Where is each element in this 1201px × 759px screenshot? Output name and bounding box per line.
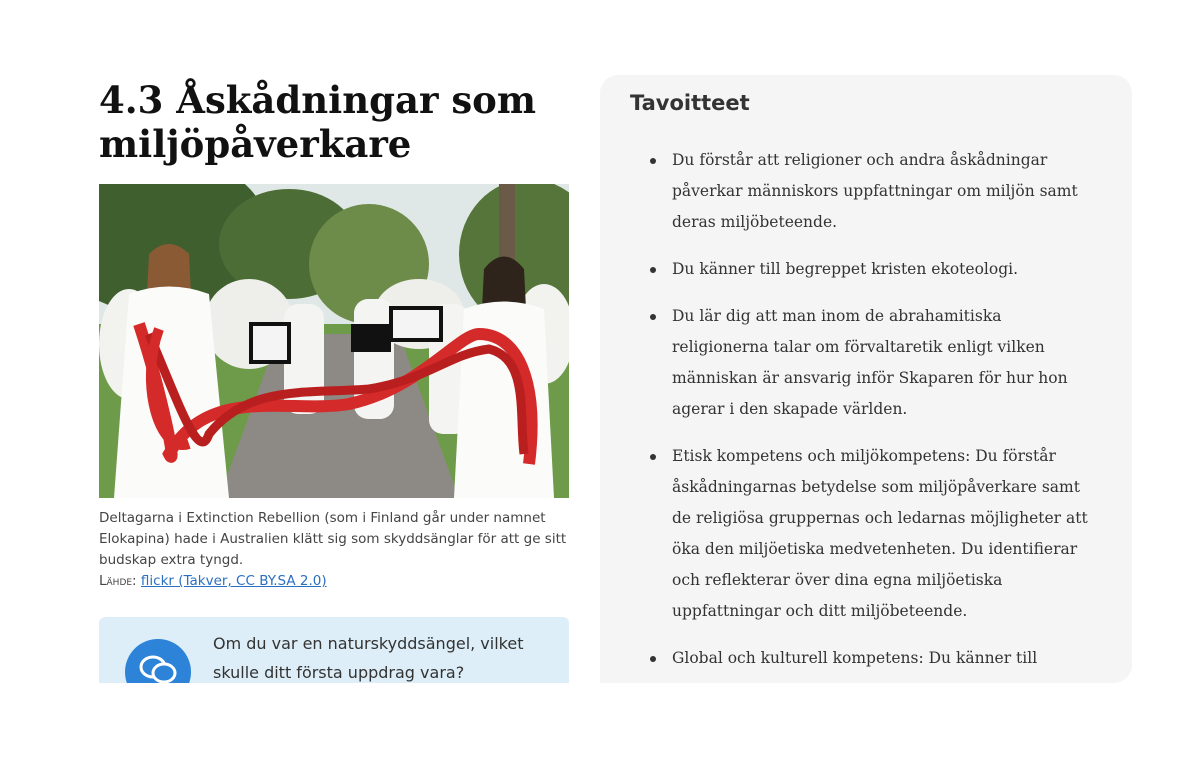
goal-text: Du känner till begreppet kristen ekoteologi. [672, 260, 1018, 278]
caption-text: Deltagarna i Extinction Rebellion (som i Finland går under namnet Elokapina) hade i Australien klätt sig som skyddsänglar för att ge sitt budskap extra tyngd. [99, 510, 567, 568]
main-content [99, 70, 569, 682]
goal-text: Etisk kompetens och miljökompetens: Du förstår åskådningarnas betydelse som miljöpåverkare samt de religiösa gruppernas och ledarnas möjligheter att öka den miljöetiska medvetenheten. Du identifierar och reflekterar över dina egna miljöetiska uppfattningar och ditt miljöbeteende. [672, 447, 1088, 620]
goal-text: Du förstår att religioner och andra åskådningar påverkar människors uppfattningar om miljön samt deras miljöbeteende. [672, 151, 1078, 231]
source-label: Lähde: [99, 573, 137, 589]
goals-list [650, 145, 1090, 683]
reflection-task [99, 617, 569, 683]
source-line [99, 571, 569, 592]
goal-item [650, 643, 1090, 674]
goal-item [650, 145, 1090, 238]
task-question: Om du var en naturskyddsängel, vilket skulle ditt första uppdrag vara? [213, 634, 524, 682]
goal-item [650, 254, 1090, 285]
page-title: 4.3 Åskådningar som miljöpåverkare [99, 78, 537, 166]
bullet-icon [650, 158, 656, 164]
bullet-icon [650, 656, 656, 662]
goals-panel [600, 75, 1132, 683]
goal-text: Du lär dig att man inom de abrahamitiska religionerna talar om förvaltaretik enligt vilken människan är ansvarig inför Skaparen för hur hon agerar i den skapade världen. [672, 307, 1068, 418]
goal-item [650, 441, 1090, 627]
source-link[interactable]: flickr (Takver, CC BY.SA 2.0) [140, 573, 327, 589]
figure-caption [99, 508, 569, 592]
bullet-icon [650, 314, 656, 320]
goal-item [650, 301, 1090, 425]
protest-photo [99, 184, 569, 498]
bullet-icon [650, 267, 656, 273]
chat-bubbles-icon [125, 639, 191, 683]
goal-text: Global och kulturell kompetens: Du känner till [672, 649, 1038, 667]
goals-heading: Tavoitteet [630, 91, 750, 115]
bullet-icon [650, 454, 656, 460]
